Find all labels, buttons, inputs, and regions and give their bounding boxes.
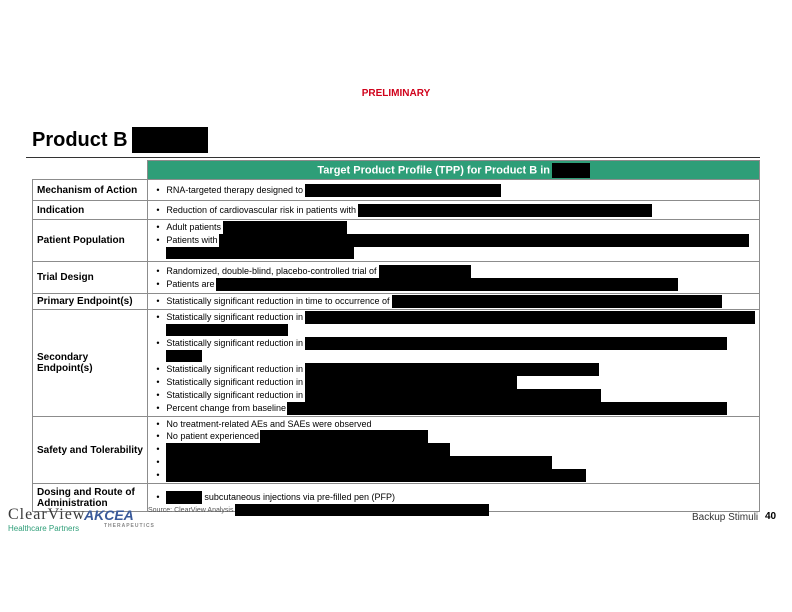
source-note: Source: ClearView Analysis [148,504,489,516]
table-row-secondary [33,310,760,417]
redaction-block [166,324,288,336]
bullet: • No patient experienced [156,430,755,443]
redaction-block [305,184,501,197]
redaction-block [219,234,749,247]
clearview-logo: ClearView Healthcare Partners [8,506,86,533]
bullet: • Patients are [156,278,755,291]
table-header-row [33,161,760,180]
redaction-block [379,265,471,278]
redaction-block [223,221,347,234]
redaction-block [235,504,489,516]
table-row-safety [33,417,760,484]
table-row-trial [33,262,760,294]
bullet: • RNA-targeted therapy designed to [156,184,755,197]
row-content-primary [148,294,760,310]
table-header-text: Target Product Profile (TPP) for Product B in [317,163,551,176]
redaction-block [305,311,755,324]
table-header [148,161,760,180]
redaction-block [166,491,202,504]
page-number: 40 [765,511,777,522]
redaction-block [166,469,586,482]
redaction-block [166,443,450,456]
row-content-indication [148,201,760,220]
akcea-logo: AKCEA THERAPEUTICS [84,507,155,529]
title-rule [32,157,760,158]
row-label-mechanism: Mechanism of Action [33,180,148,201]
table-row-indication [33,201,760,220]
table-row-population [33,220,760,262]
redaction-block [216,278,678,291]
redaction-block [166,456,552,469]
preliminary-banner: PRELIMINARY [361,88,431,99]
redaction-block [552,163,590,178]
section-label: Backup Stimuli [692,512,759,523]
bullet: • Statistically significant reduction in [156,389,755,402]
bullet: • Percent change from baseline [156,402,755,415]
redaction-block [392,295,722,308]
row-label-trial: Trial Design [33,262,148,294]
redaction-block [132,127,208,153]
bullet: • Statistically significant reduction in [156,363,755,376]
bullet: • Adult patients [156,221,755,234]
table-row-primary [33,294,760,310]
redaction-block [166,350,202,362]
redaction-block [305,363,599,376]
row-label-secondary: Secondary Endpoint(s) [33,310,148,417]
header-blank-cell [33,161,148,180]
bullet: • Patients with [156,234,755,247]
page-title-text: Product B [32,129,128,151]
bullet: • Reduction of cardiovascular risk in patients with [156,204,755,217]
row-label-dosing: Dosing and Route of Administration [33,484,148,512]
row-content-safety [148,417,760,484]
bullet: • [156,456,755,469]
redaction-block [305,389,601,402]
bullet: • No treatment-related AEs and SAEs were observed [156,419,372,429]
row-content-population [148,220,760,262]
redaction-block [305,376,517,389]
redaction-block [305,337,727,350]
bullet: • Statistically significant reduction in [156,376,755,389]
bullet: • subcutaneous injections via pre-filled pen (PFP) [156,492,396,502]
bullet: • Statistically significant reduction in [156,311,755,324]
bullet: • [156,469,755,482]
row-content-secondary [148,310,760,417]
redaction-block [358,204,652,217]
row-content-mechanism [148,180,760,201]
row-label-population: Patient Population [33,220,148,262]
redaction-block [287,402,727,415]
row-label-safety: Safety and Tolerability [33,417,148,484]
page-title [32,127,208,153]
bullet: • [156,443,755,456]
row-label-indication: Indication [33,201,148,220]
redaction-block [260,430,428,443]
bullet: • Statistically significant reduction in [156,337,755,350]
table-row-mechanism [33,180,760,201]
bullet: • Statistically significant reduction in time to occurrence of [156,295,755,308]
bullet: • Randomized, double-blind, placebo-controlled trial of [156,265,755,278]
tpp-table [32,160,760,512]
redaction-block [166,247,354,259]
row-content-trial [148,262,760,294]
row-label-primary: Primary Endpoint(s) [33,294,148,310]
